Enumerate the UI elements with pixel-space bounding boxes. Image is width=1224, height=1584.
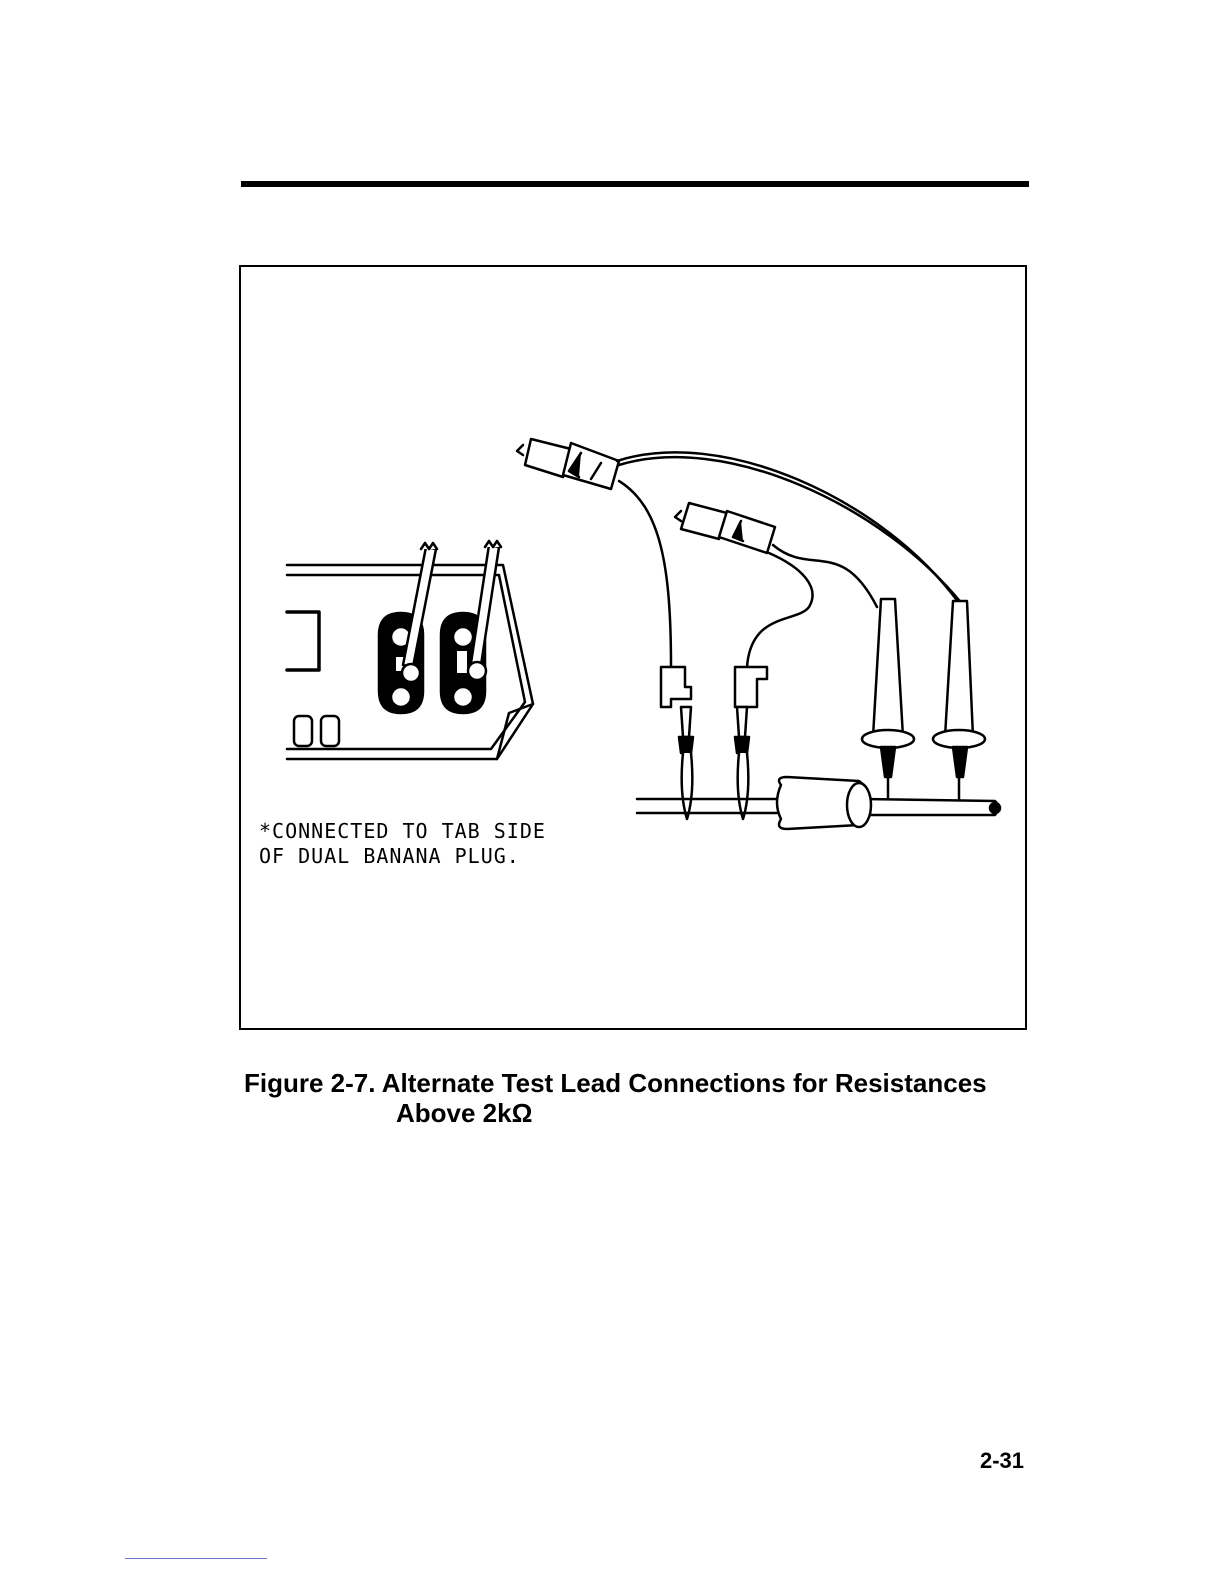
page-number: 2-31	[980, 1448, 1025, 1473]
figure-caption	[244, 1068, 987, 1128]
cables	[617, 452, 963, 667]
caption-line-1: Figure 2-7. Alternate Test Lead Connections for Resistances	[244, 1068, 987, 1098]
probes	[862, 599, 985, 805]
figure-frame	[239, 265, 1027, 1030]
header-rule	[241, 181, 1029, 187]
note-line-2: OF DUAL BANANA PLUG.	[259, 844, 520, 868]
footer-line	[125, 1558, 267, 1559]
note-line-1: *CONNECTED TO TAB SIDE	[259, 819, 546, 843]
test-lead-illustration	[241, 267, 1025, 1028]
banana-jacks	[379, 613, 485, 713]
lower-connector	[675, 503, 775, 553]
caption-line-2: Above 2kΩ	[396, 1098, 533, 1128]
connection-note	[259, 819, 546, 869]
upper-connector	[517, 439, 619, 489]
clip-leads	[661, 667, 767, 819]
